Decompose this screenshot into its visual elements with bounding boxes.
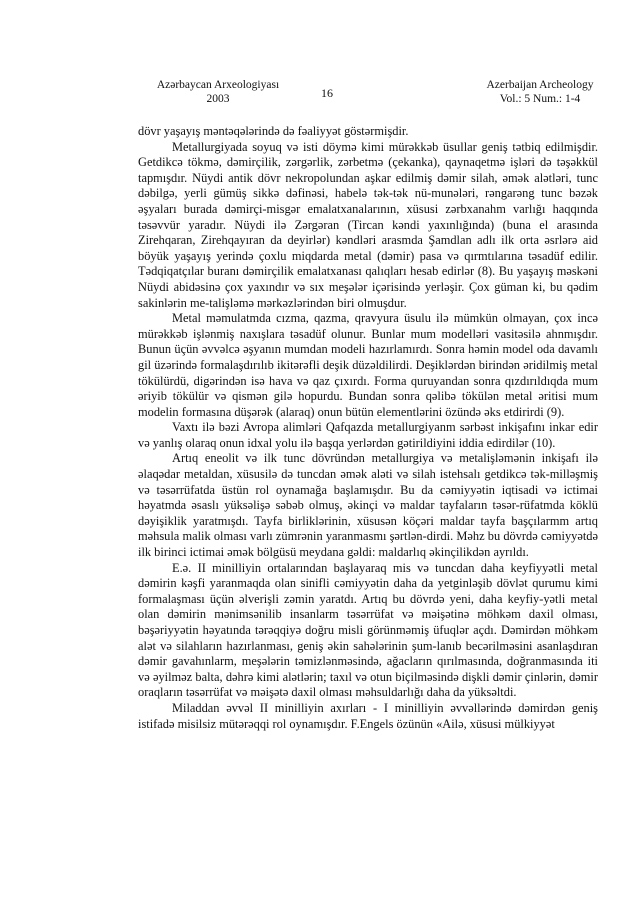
header-journal-az-year: 2003 [206, 93, 230, 105]
page-number: 16 [321, 86, 333, 100]
header-journal-en [470, 78, 610, 106]
header-journal-en-volume: Vol.: 5 Num.: 1-4 [499, 93, 581, 105]
paragraph-metallurgy: Metallurgiyada soyuq və isti döymə kimi mürəkkəb üsullar geniş tətbiq edilmişdir. Getdikcə tökmə, dəmirçilik, zərgərlik, zərbetmə (çekanka), qaynaqetmə işləri də təşəkkül tapmışdır. Nüydi antik dövr nekropolundan aşkar edilmiş dəmir silah, əmək alətləri, tunc dəbilgə, yerli gümüş sikkə dəfinəsi, habelə tək-tək nü-munələri, rəngarəng tunc bəzək əşyaları burada dəmirçi-misgər emalatxanalarının, xüsusi zərbxanahm varlığı haqqında təsəvvür yaradır. Nüydi ilə Zərgəran (Tircan kəndi yaxınlığında) (buna el arasında Zirehqaran, Zirehqayıran da deyirlər) kəndləri arasmda Şamdlan adlı ilk orta əsrlərə aid böyük yaşayış yerində çoxlu miqdarda metal (dəmir) pasa və qırmtılarına təsadüf edilir. Tədqiqatçılar buranı dəmirçilik emalatxanası qalıqları hesab edirlər (8). Bu yaşayış məskəni Nüydi abidəsinə çox yaxındır və sıx meşələr içərisində yerləşir. Çox güman ki, bu qədim sakinlərin me-talişləmə mərkəzlərindən biri olmuşdur. [138, 139, 598, 310]
article-body [138, 124, 598, 732]
paragraph-iron-discovery: E.ə. II minilliyin ortalarından başlayaraq mis və tuncdan daha keyfiyyətli metal dəmirin kəşfi yaranmaqda olan sinifli cəmiyyətin daha da yetginləşib dövlət qurumu kimi formalaşması üçün əlverişli zəmin yaratdı. Artıq bu dövrdə yeni, daha keyfiy-yətli metal olan dəmirin mənimsənilib insanlarm təsərrüfat və məişətinə möhkəm daxil olması, bəşəriyyətin həyatında tərəqqiyə doğru misli görünməmiş üfuqlər açdı. Dəmirdən möhkəm alət və silahların hazırlanması, geniş əkin sahələrinin şum-lanıb becərilməsini asanlaşdıran dəmir gavahınlarm, meşələrin təmizlənməsində, ağacların qırılmasında, doğranmasında iti və əyilməz balta, dəhrə kimi alətlərin; taxıl və otun biçilməsində dişkli dəmir çinlərin, dəmir oraqların təsərrüfat və məişətə daxil olması məhsuldarlığı daha da yüksəltdi. [138, 560, 598, 700]
paragraph-european-scholars: Vaxtı ilə bəzi Avropa alimləri Qafqazda metallurgiyanm sərbəst inkişafını inkar edir və yanlış olaraq onun idxal yolu ilə başqa yerlərdən gətirildiyini iddia edirdilər (10). [138, 420, 598, 450]
header-journal-en-title: Azerbaijan Archeology [486, 79, 594, 91]
paragraph-wax-models: Metal məmulatmda cızma, qazma, qravyura üsulu ilə mümkün olmayan, çox incə mürəkkəb işlənmiş naxışlara təsadüf olunur. Bunlar mum modelləri vasitəsilə ahnmışdır. Bunun üçün əvvəlcə əşyanın mumdan modeli hazırlamırdı. Sonra həmin model oda davamlı gil üzərində formalaşdırılıb ikitərəfli deşik düzəldilirdi. Deşiklərdən birindən əridilmiş metal tökülürdü, digərindən isə hava və qaz çıxırdı. Forma quruyandan sonra qızdırıldıqda mum əriyib tökülür və qismən gilə hopurdu. Bundan sonra qəlibə tökülən metal əritisi mum modelin formasına düşərək (alaraq) onun bütün elementlərini özündə əks etdirirdi (9). [138, 311, 598, 419]
paragraph-iron-usage: Miladdan əvvəl II minilliyin axırları - I minilliyin əvvəllərində dəmirdən geniş istifadə misilsiz mütərəqqi rol oynamışdır. F.Engels özünün «Ailə, xüsusi mülkiyyət [138, 700, 598, 731]
paragraph-continuation: dövr yaşayış məntəqələrində də fəaliyyət göstərmişdir. [138, 124, 409, 138]
paragraph-eneolithic: Artıq eneolit və ilk tunc dövründən metallurgiya və metalişləmənin inkişafı ilə əlaqədar metaldan, xüsusilə də tuncdan əmək aləti və silah istehsalı getdikcə tək-milləşmiş və təsərrüfatda üstün rol oynamağa başlamışdır. Bu da cəmiyyətin iqtisadi və ictimai həyatmda əsaslı yüksəlişə səbəb olmuş, əkinçi və maldar tayfaların təsər-rüfatmda köklü dəyişiklik yaratmışdı. Tayfa birliklərinin, xüsusən köçəri maldar tayfa başçılarmm artıq məhsula malik olması varlı zümrənin yaranmasmı şərtlən-dirdi. Məhz bu dövrdə cəmiyyətdə ilk birinci ictimai əmək bölgüsü meydana gəldi: maldarlıq əkinçilikdən ayrıldı. [138, 451, 598, 560]
header-journal-az [148, 78, 288, 106]
header-journal-az-title: Azərbaycan Arxeologiyası [156, 79, 280, 91]
